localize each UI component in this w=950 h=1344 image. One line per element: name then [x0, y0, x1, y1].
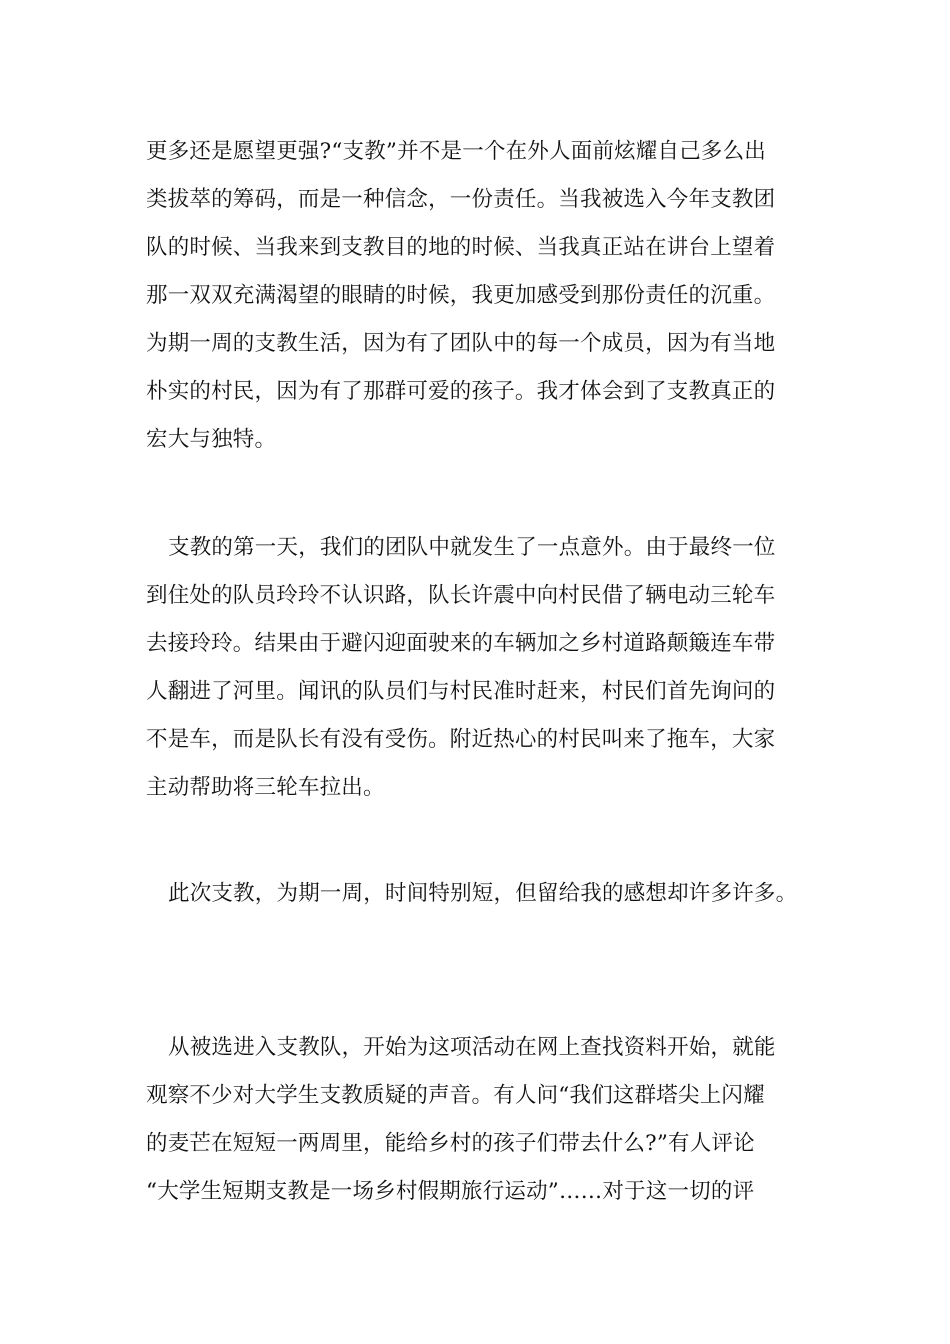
paragraph-4-line-2: 观察不少对大学生支教质疑的声音。有人问“我们这群塔尖上闪耀 [146, 1083, 765, 1108]
paragraph-1-line-3: 队的时候、当我来到支教目的地的时候、当我真正站在讲台上望着 [146, 235, 776, 260]
paragraph-1-line-5: 为期一周的支教生活，因为有了团队中的每一个成员，因为有当地 [146, 331, 776, 356]
paragraph-2-line-4: 人翻进了河里。闻讯的队员们与村民准时赶来，村民们首先询问的 [146, 679, 776, 704]
paragraph-4-line-1: 从被选进入支教队，开始为这项活动在网上查找资料开始，就能 [168, 1035, 776, 1060]
paragraph-1-line-1: 更多还是愿望更强?“支教”并不是一个在外人面前炫耀自己多么出 [146, 139, 767, 164]
paragraph-2-line-3: 去接玲玲。结果由于避闪迎面驶来的车辆加之乡村道路颠簸连车带 [146, 631, 776, 656]
paragraph-1-line-7: 宏大与独特。 [146, 427, 277, 452]
paragraph-2-line-6: 主动帮助将三轮车拉出。 [146, 775, 385, 800]
paragraph-4-line-4: “大学生短期支教是一场乡村假期旅行运动”……对于这一切的评 [146, 1179, 755, 1204]
paragraph-1-line-4: 那一双双充满渴望的眼睛的时候，我更加感受到那份责任的沉重。 [146, 283, 776, 308]
paragraph-1-line-6: 朴实的村民，因为有了那群可爱的孩子。我才体会到了支教真正的 [146, 379, 776, 404]
paragraph-3-line-1: 此次支教，为期一周，时间特别短，但留给我的感想却许多许多。 [168, 881, 798, 906]
paragraph-1-line-2: 类拔萃的筹码，而是一种信念，一份责任。当我被选入今年支教团 [146, 187, 776, 212]
paragraph-2-line-1: 支教的第一天，我们的团队中就发生了一点意外。由于最终一位 [168, 535, 776, 560]
paragraph-2-line-2: 到住处的队员玲玲不认识路，队长许震中向村民借了辆电动三轮车 [146, 583, 776, 608]
paragraph-4-line-3: 的麦芒在短短一两周里，能给乡村的孩子们带去什么?”有人评论 [146, 1131, 755, 1156]
paragraph-2-line-5: 不是车，而是队长有没有受伤。附近热心的村民叫来了拖车，大家 [146, 727, 776, 752]
